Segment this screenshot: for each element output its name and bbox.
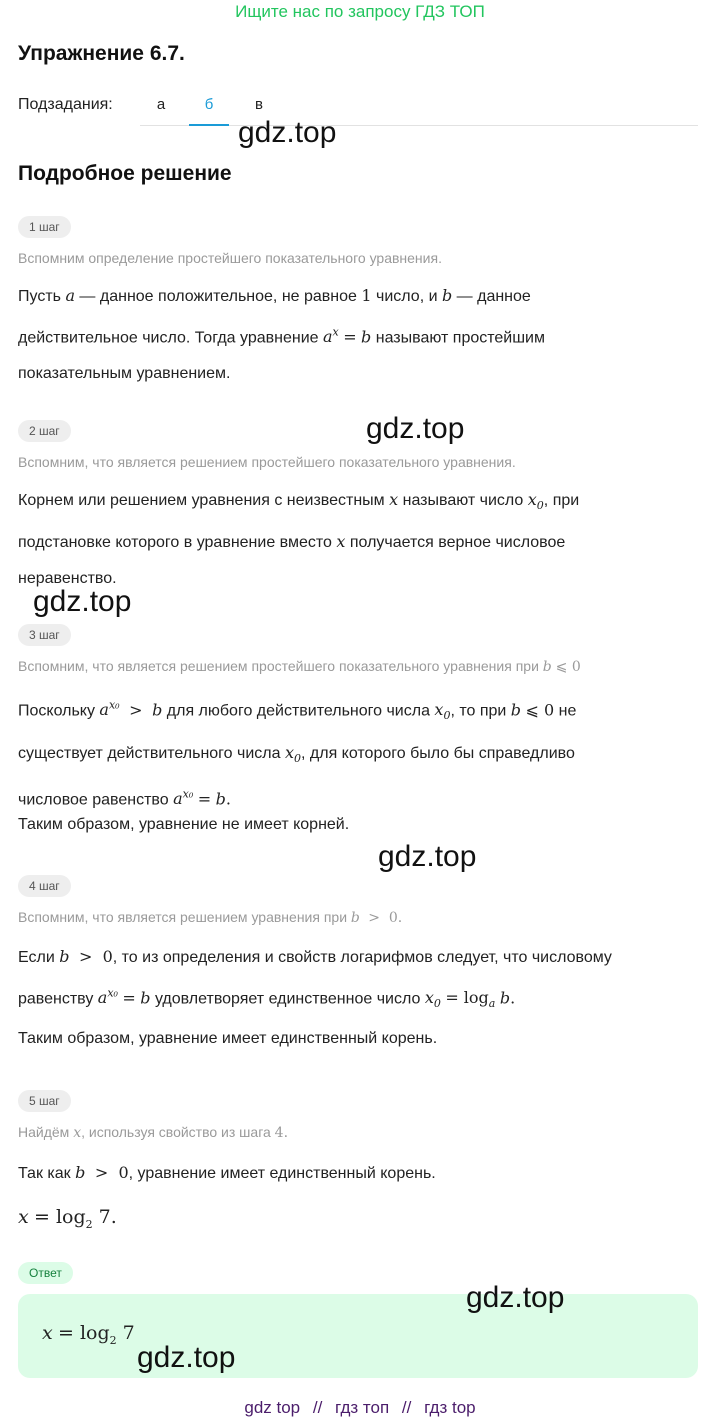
section-title: Подробное решение (18, 162, 232, 185)
promo-banner[interactable]: Ищите нас по запросу ГДЗ ТОП (235, 2, 485, 21)
tab-b[interactable]: б (204, 96, 214, 113)
step-1-badge: 1 шаг (18, 216, 71, 238)
footer-link[interactable]: гдз top (424, 1398, 476, 1417)
step-5-text: Так как b > 0, уравнение имеет единственный корень. (18, 1163, 436, 1182)
active-tab-indicator (189, 124, 229, 126)
step-5-hint: Найдём x, используя свойство из шага 4. (18, 1124, 289, 1141)
step-2-text: Корнем или решением уравнения с неизвестным x называют число $x_0$, при подстановке которого в уравнение вместо x получается верное числовое неравенство. (18, 490, 580, 588)
step-5-badge: 5 шаг (18, 1090, 71, 1112)
tab-v[interactable]: в (255, 96, 263, 113)
answer-badge: Ответ (18, 1262, 73, 1284)
step-4-hint: Вспомним, что является решением уравнения при b > 0. (18, 909, 403, 926)
step-4-text: Если b > 0, то из определения и свойств логарифмов следует, что числовому равенству $a^{x_0} = b$ удовлетворяет единственное число $x_0 = \log_a b$. (18, 947, 612, 1011)
watermark: gdz.top (137, 1341, 236, 1374)
watermark: gdz.top (466, 1281, 565, 1314)
tab-a[interactable]: а (156, 96, 166, 113)
step-5-result: $x = \log_2 7$. (18, 1206, 117, 1231)
watermark: gdz.top (33, 585, 132, 618)
step-3-badge: 3 шаг (18, 624, 71, 646)
answer-value: $x = \log_2 7$ (42, 1322, 135, 1347)
step-3-conclusion: Таким образом, уравнение не имеет корней. (18, 816, 350, 833)
step-1-text: Пусть a — данное положительное, не равное 1 число, и b — данное действительное число. Тогда уравнение $a^x = b$ называют простейшим показательным уравнением. (18, 286, 545, 383)
footer-link[interactable]: gdz top (244, 1398, 301, 1417)
step-4-conclusion: Таким образом, уравнение имеет единственный корень. (18, 1030, 438, 1047)
step-4-badge: 4 шаг (18, 875, 71, 897)
subtasks-label: Подзадания: (18, 96, 113, 113)
step-1-hint: Вспомним определение простейшего показательного уравнения. (18, 250, 442, 266)
watermark: gdz.top (366, 412, 465, 445)
step-2-badge: 2 шаг (18, 420, 71, 442)
watermark: gdz.top (378, 840, 477, 873)
footer-separator: // (401, 1398, 412, 1417)
step-3-text: Поскольку $a^{x_0} > b$ для любого действительного числа $x_0$, то при b ⩽ 0 не существует действительного числа $x_0$, для которого было бы справедливо числовое равенство $a^{x_0} = b$. (18, 699, 577, 809)
footer-separator: // (312, 1398, 323, 1417)
exercise-title: Упражнение 6.7. (18, 42, 185, 65)
step-3-hint: Вспомним, что является решением простейшего показательного уравнения при b ⩽ 0 (18, 658, 581, 675)
footer-link[interactable]: гдз топ (335, 1398, 390, 1417)
step-2-hint: Вспомним, что является решением простейшего показательного уравнения. (18, 454, 516, 470)
footer-links (0, 1398, 720, 1418)
watermark: gdz.top (238, 116, 337, 149)
